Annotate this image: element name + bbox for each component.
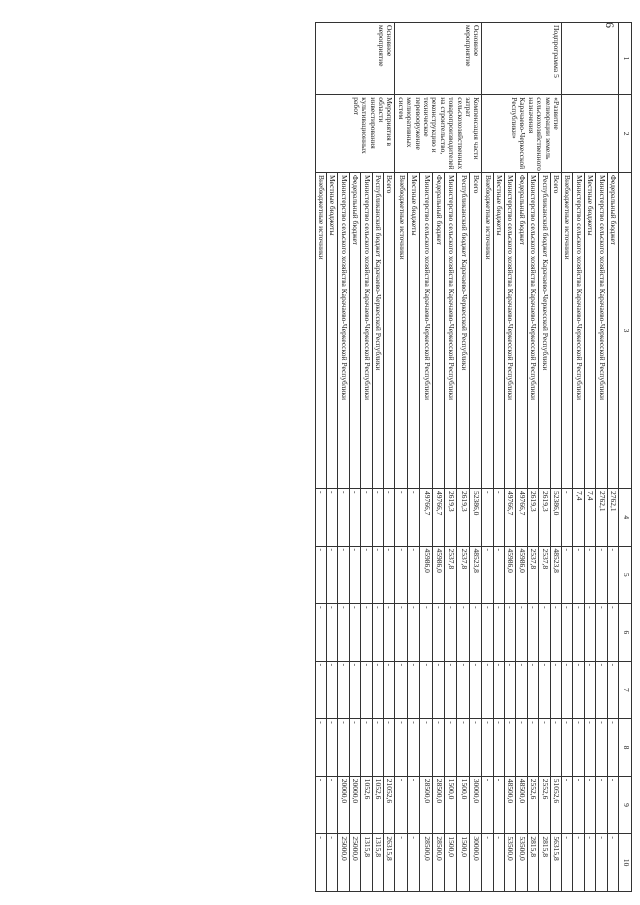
value-cell: - — [493, 546, 504, 604]
value-cell: 2619,3 — [527, 488, 538, 546]
value-cell: - — [315, 719, 326, 777]
value-cell: - — [395, 719, 407, 777]
funding-source-cell: Федеральный бюджет — [432, 172, 444, 488]
value-cell: - — [349, 488, 360, 546]
value-cell: - — [596, 776, 607, 834]
value-cell: 1500,0 — [445, 834, 457, 892]
value-cell: - — [493, 488, 504, 546]
value-cell: - — [584, 604, 595, 662]
value-cell: - — [349, 719, 360, 777]
value-cell: - — [573, 834, 584, 892]
funding-source-cell: Республиканский бюджет Карачаево-Черкесской Республики — [457, 172, 469, 488]
value-cell: 2762,1 — [596, 488, 607, 546]
column-header: 3 — [619, 172, 632, 488]
value-cell: - — [372, 604, 383, 662]
value-cell: 49766,7 — [432, 488, 444, 546]
value-cell: 30000,0 — [469, 834, 481, 892]
value-cell: - — [573, 776, 584, 834]
value-cell: 48523,8 — [550, 546, 561, 604]
value-cell: - — [573, 719, 584, 777]
page-number: 6 — [603, 22, 617, 28]
value-cell: - — [432, 604, 444, 662]
value-cell: 1315,8 — [372, 834, 383, 892]
funding-source-cell: Министерство сельского хозяйства Карачаево-Черкесской Республики — [573, 172, 584, 488]
value-cell: - — [539, 604, 550, 662]
funding-source-cell: Министерство сельского хозяйства Карачаево-Черкесской Республики — [420, 172, 432, 488]
funding-source-cell: Министерство сельского хозяйства Карачаево-Черкесской Республики — [527, 172, 538, 488]
budget-table — [315, 22, 632, 892]
value-cell: - — [327, 488, 338, 546]
value-cell: - — [361, 604, 372, 662]
value-cell: - — [584, 719, 595, 777]
value-cell: - — [584, 834, 595, 892]
value-cell: 26315,8 — [384, 834, 395, 892]
value-cell: 51052,6 — [550, 776, 561, 834]
value-cell: - — [596, 546, 607, 604]
value-cell: - — [395, 776, 407, 834]
value-cell: - — [338, 488, 349, 546]
value-cell: 52386,0 — [550, 488, 561, 546]
value-cell: - — [562, 546, 573, 604]
value-cell: - — [550, 719, 561, 777]
funding-source-cell: Внебюджетные источники — [562, 172, 573, 488]
value-cell: - — [384, 546, 395, 604]
value-cell: - — [482, 546, 493, 604]
value-cell: 2619,3 — [539, 488, 550, 546]
funding-source-cell: Местные бюджеты — [584, 172, 595, 488]
value-cell: - — [573, 604, 584, 662]
rotated-table-sheet — [32, 22, 632, 892]
value-cell: 1315,8 — [361, 834, 372, 892]
value-cell: - — [607, 776, 618, 834]
value-cell: 49766,7 — [505, 488, 516, 546]
value-cell: 7,4 — [584, 488, 595, 546]
value-cell: - — [420, 604, 432, 662]
value-cell: - — [550, 661, 561, 719]
funding-source-cell: Местные бюджеты — [327, 172, 338, 488]
funding-source-cell: Федеральный бюджет — [607, 172, 618, 488]
value-cell: - — [338, 719, 349, 777]
value-cell: - — [482, 604, 493, 662]
value-cell: - — [407, 661, 419, 719]
column-header: 1 — [619, 23, 632, 95]
value-cell: - — [327, 719, 338, 777]
value-cell: - — [372, 719, 383, 777]
value-cell: - — [372, 546, 383, 604]
value-cell: - — [349, 661, 360, 719]
value-cell: 49766,7 — [516, 488, 527, 546]
value-cell: - — [361, 546, 372, 604]
column-header: 4 — [619, 488, 632, 546]
funding-source-cell: Внебюджетные источники — [315, 172, 326, 488]
funding-source-cell: Внебюджетные источники — [395, 172, 407, 488]
value-cell: - — [562, 488, 573, 546]
value-cell: - — [527, 661, 538, 719]
funding-source-cell: Республиканский бюджет Карачаево-Черкесской Республики — [372, 172, 383, 488]
value-cell: - — [584, 546, 595, 604]
value-cell: - — [315, 488, 326, 546]
column-header: 8 — [619, 719, 632, 777]
funding-source-cell: Федеральный бюджет — [349, 172, 360, 488]
value-cell: - — [407, 488, 419, 546]
value-cell: 1052,6 — [361, 776, 372, 834]
value-cell: - — [372, 661, 383, 719]
value-cell: 1500,0 — [457, 776, 469, 834]
program-name-cell: Компенсация части затрат сельскохозяйственных товаропроизводителей на строительство, реконструкцию и техническое перевооружение мелиоративных систем — [395, 95, 482, 173]
value-cell: - — [596, 604, 607, 662]
value-cell: 45986,0 — [432, 546, 444, 604]
value-cell: - — [407, 604, 419, 662]
value-cell: - — [607, 719, 618, 777]
value-cell: 1052,6 — [372, 776, 383, 834]
value-cell: - — [607, 604, 618, 662]
value-cell: - — [327, 834, 338, 892]
value-cell: - — [395, 661, 407, 719]
value-cell: - — [482, 834, 493, 892]
value-cell: 48500,0 — [505, 776, 516, 834]
value-cell: - — [573, 661, 584, 719]
column-header: 2 — [619, 95, 632, 173]
value-cell: 2762,1 — [607, 488, 618, 546]
value-cell: 49766,7 — [420, 488, 432, 546]
value-cell: 2537,8 — [539, 546, 550, 604]
value-cell: 1500,0 — [445, 776, 457, 834]
value-cell: - — [482, 719, 493, 777]
value-cell: - — [573, 546, 584, 604]
value-cell: - — [505, 719, 516, 777]
funding-source-cell: Министерство сельского хозяйства Карачаево-Черкесской Республики — [596, 172, 607, 488]
value-cell: - — [505, 661, 516, 719]
value-cell: - — [539, 719, 550, 777]
value-cell: - — [420, 661, 432, 719]
value-cell: - — [361, 719, 372, 777]
value-cell: - — [457, 719, 469, 777]
value-cell: - — [445, 661, 457, 719]
funding-source-cell: Министерство сельского хозяйства Карачаево-Черкесской Республики — [338, 172, 349, 488]
value-cell: 48523,8 — [469, 546, 481, 604]
value-cell: - — [315, 546, 326, 604]
value-cell: 52386,0 — [469, 488, 481, 546]
value-cell: 2537,8 — [527, 546, 538, 604]
value-cell: 2552,6 — [539, 776, 550, 834]
value-cell: 28500,0 — [432, 834, 444, 892]
value-cell: - — [395, 488, 407, 546]
value-cell: 2552,6 — [527, 776, 538, 834]
value-cell: - — [469, 604, 481, 662]
program-type-cell: Основное мероприятие — [315, 23, 395, 95]
program-name-cell — [562, 95, 619, 173]
value-cell: 53500,0 — [516, 834, 527, 892]
value-cell: - — [361, 661, 372, 719]
value-cell: 28500,0 — [432, 776, 444, 834]
value-cell: - — [384, 719, 395, 777]
value-cell: 45986,0 — [516, 546, 527, 604]
value-cell: - — [469, 719, 481, 777]
value-cell: - — [384, 661, 395, 719]
funding-source-cell: Местные бюджеты — [407, 172, 419, 488]
value-cell: 2537,8 — [445, 546, 457, 604]
value-cell: - — [596, 834, 607, 892]
value-cell: - — [384, 488, 395, 546]
value-cell: - — [562, 719, 573, 777]
value-cell: - — [445, 604, 457, 662]
value-cell: - — [607, 834, 618, 892]
value-cell: - — [327, 546, 338, 604]
value-cell: - — [327, 604, 338, 662]
column-header: 9 — [619, 776, 632, 834]
value-cell: - — [607, 661, 618, 719]
funding-source-cell: Республиканский бюджет Карачаево-Черкесской Республики — [539, 172, 550, 488]
value-cell: - — [315, 604, 326, 662]
value-cell: - — [562, 776, 573, 834]
value-cell: - — [516, 719, 527, 777]
value-cell: - — [338, 604, 349, 662]
value-cell: 1500,0 — [457, 834, 469, 892]
header-row — [619, 23, 632, 892]
value-cell: - — [607, 546, 618, 604]
funding-source-cell: Федеральный бюджет — [516, 172, 527, 488]
value-cell: 30000,0 — [469, 776, 481, 834]
value-cell: - — [372, 488, 383, 546]
value-cell: - — [327, 661, 338, 719]
value-cell: - — [420, 719, 432, 777]
value-cell: - — [516, 604, 527, 662]
value-cell: - — [407, 546, 419, 604]
value-cell: - — [482, 661, 493, 719]
column-header: 10 — [619, 834, 632, 892]
value-cell: - — [539, 661, 550, 719]
value-cell: - — [562, 604, 573, 662]
funding-source-cell: Местные бюджеты — [493, 172, 504, 488]
value-cell: - — [407, 776, 419, 834]
program-type-cell — [562, 23, 619, 95]
value-cell: - — [469, 661, 481, 719]
value-cell: - — [315, 776, 326, 834]
value-cell: - — [349, 604, 360, 662]
value-cell: - — [562, 834, 573, 892]
value-cell: - — [493, 719, 504, 777]
table-row — [550, 23, 561, 892]
value-cell: - — [596, 661, 607, 719]
value-cell: 48500,0 — [516, 776, 527, 834]
value-cell: - — [395, 604, 407, 662]
value-cell: - — [432, 719, 444, 777]
value-cell: 7,4 — [573, 488, 584, 546]
value-cell: - — [493, 604, 504, 662]
value-cell: - — [432, 661, 444, 719]
funding-source-cell: Внебюджетные источники — [482, 172, 493, 488]
column-header: 6 — [619, 604, 632, 662]
value-cell: - — [338, 546, 349, 604]
value-cell: - — [395, 834, 407, 892]
column-header: 5 — [619, 546, 632, 604]
value-cell: 45986,0 — [420, 546, 432, 604]
value-cell: - — [361, 488, 372, 546]
value-cell: - — [562, 661, 573, 719]
value-cell: - — [550, 604, 561, 662]
value-cell: - — [349, 546, 360, 604]
value-cell: - — [445, 719, 457, 777]
value-cell: - — [315, 661, 326, 719]
value-cell: 53500,0 — [505, 834, 516, 892]
value-cell: - — [315, 834, 326, 892]
value-cell: - — [457, 604, 469, 662]
value-cell: - — [493, 834, 504, 892]
value-cell: 45986,0 — [505, 546, 516, 604]
column-header: 7 — [619, 661, 632, 719]
value-cell: 20000,0 — [338, 776, 349, 834]
value-cell: 28500,0 — [420, 834, 432, 892]
value-cell: 20000,0 — [349, 776, 360, 834]
value-cell: 2815,8 — [527, 834, 538, 892]
value-cell: 25000,0 — [338, 834, 349, 892]
value-cell: 25000,0 — [349, 834, 360, 892]
value-cell: - — [407, 719, 419, 777]
value-cell: - — [493, 661, 504, 719]
value-cell: - — [596, 719, 607, 777]
value-cell: 28500,0 — [420, 776, 432, 834]
value-cell: 56315,8 — [550, 834, 561, 892]
value-cell: 2619,3 — [445, 488, 457, 546]
value-cell: - — [407, 834, 419, 892]
program-type-cell: Подпрограмма 5 — [482, 23, 562, 95]
value-cell: - — [516, 661, 527, 719]
funding-source-cell: Министерство сельского хозяйства Карачаево-Черкесской Республики — [361, 172, 372, 488]
program-type-cell: Основное мероприятие — [395, 23, 482, 95]
value-cell: - — [327, 776, 338, 834]
funding-source-cell: Министерство сельского хозяйства Карачаево-Черкесской Республики — [505, 172, 516, 488]
value-cell: - — [527, 604, 538, 662]
value-cell: - — [493, 776, 504, 834]
value-cell: - — [384, 604, 395, 662]
program-name-cell: «Развитие мелиорации земель сельскохозяйственного назначения Карачаево-Черкесской Республики» — [482, 95, 562, 173]
funding-source-cell: Министерство сельского хозяйства Карачаево-Черкесской Республики — [445, 172, 457, 488]
value-cell: 2537,8 — [457, 546, 469, 604]
value-cell: - — [527, 719, 538, 777]
table-row — [607, 23, 618, 892]
value-cell: - — [482, 488, 493, 546]
value-cell: - — [505, 604, 516, 662]
funding-source-cell: Всего — [384, 172, 395, 488]
table-body — [315, 23, 618, 892]
value-cell: 21052,6 — [384, 776, 395, 834]
value-cell: - — [457, 661, 469, 719]
value-cell: - — [395, 546, 407, 604]
value-cell: - — [584, 776, 595, 834]
table-row — [384, 23, 395, 892]
value-cell: - — [584, 661, 595, 719]
funding-source-cell: Всего — [550, 172, 561, 488]
value-cell: - — [338, 661, 349, 719]
table-row — [469, 23, 481, 892]
funding-source-cell: Всего — [469, 172, 481, 488]
value-cell: 2619,3 — [457, 488, 469, 546]
program-name-cell: Мероприятия в области инвестирования культивационных работ — [315, 95, 395, 173]
value-cell: - — [482, 776, 493, 834]
value-cell: 2815,8 — [539, 834, 550, 892]
